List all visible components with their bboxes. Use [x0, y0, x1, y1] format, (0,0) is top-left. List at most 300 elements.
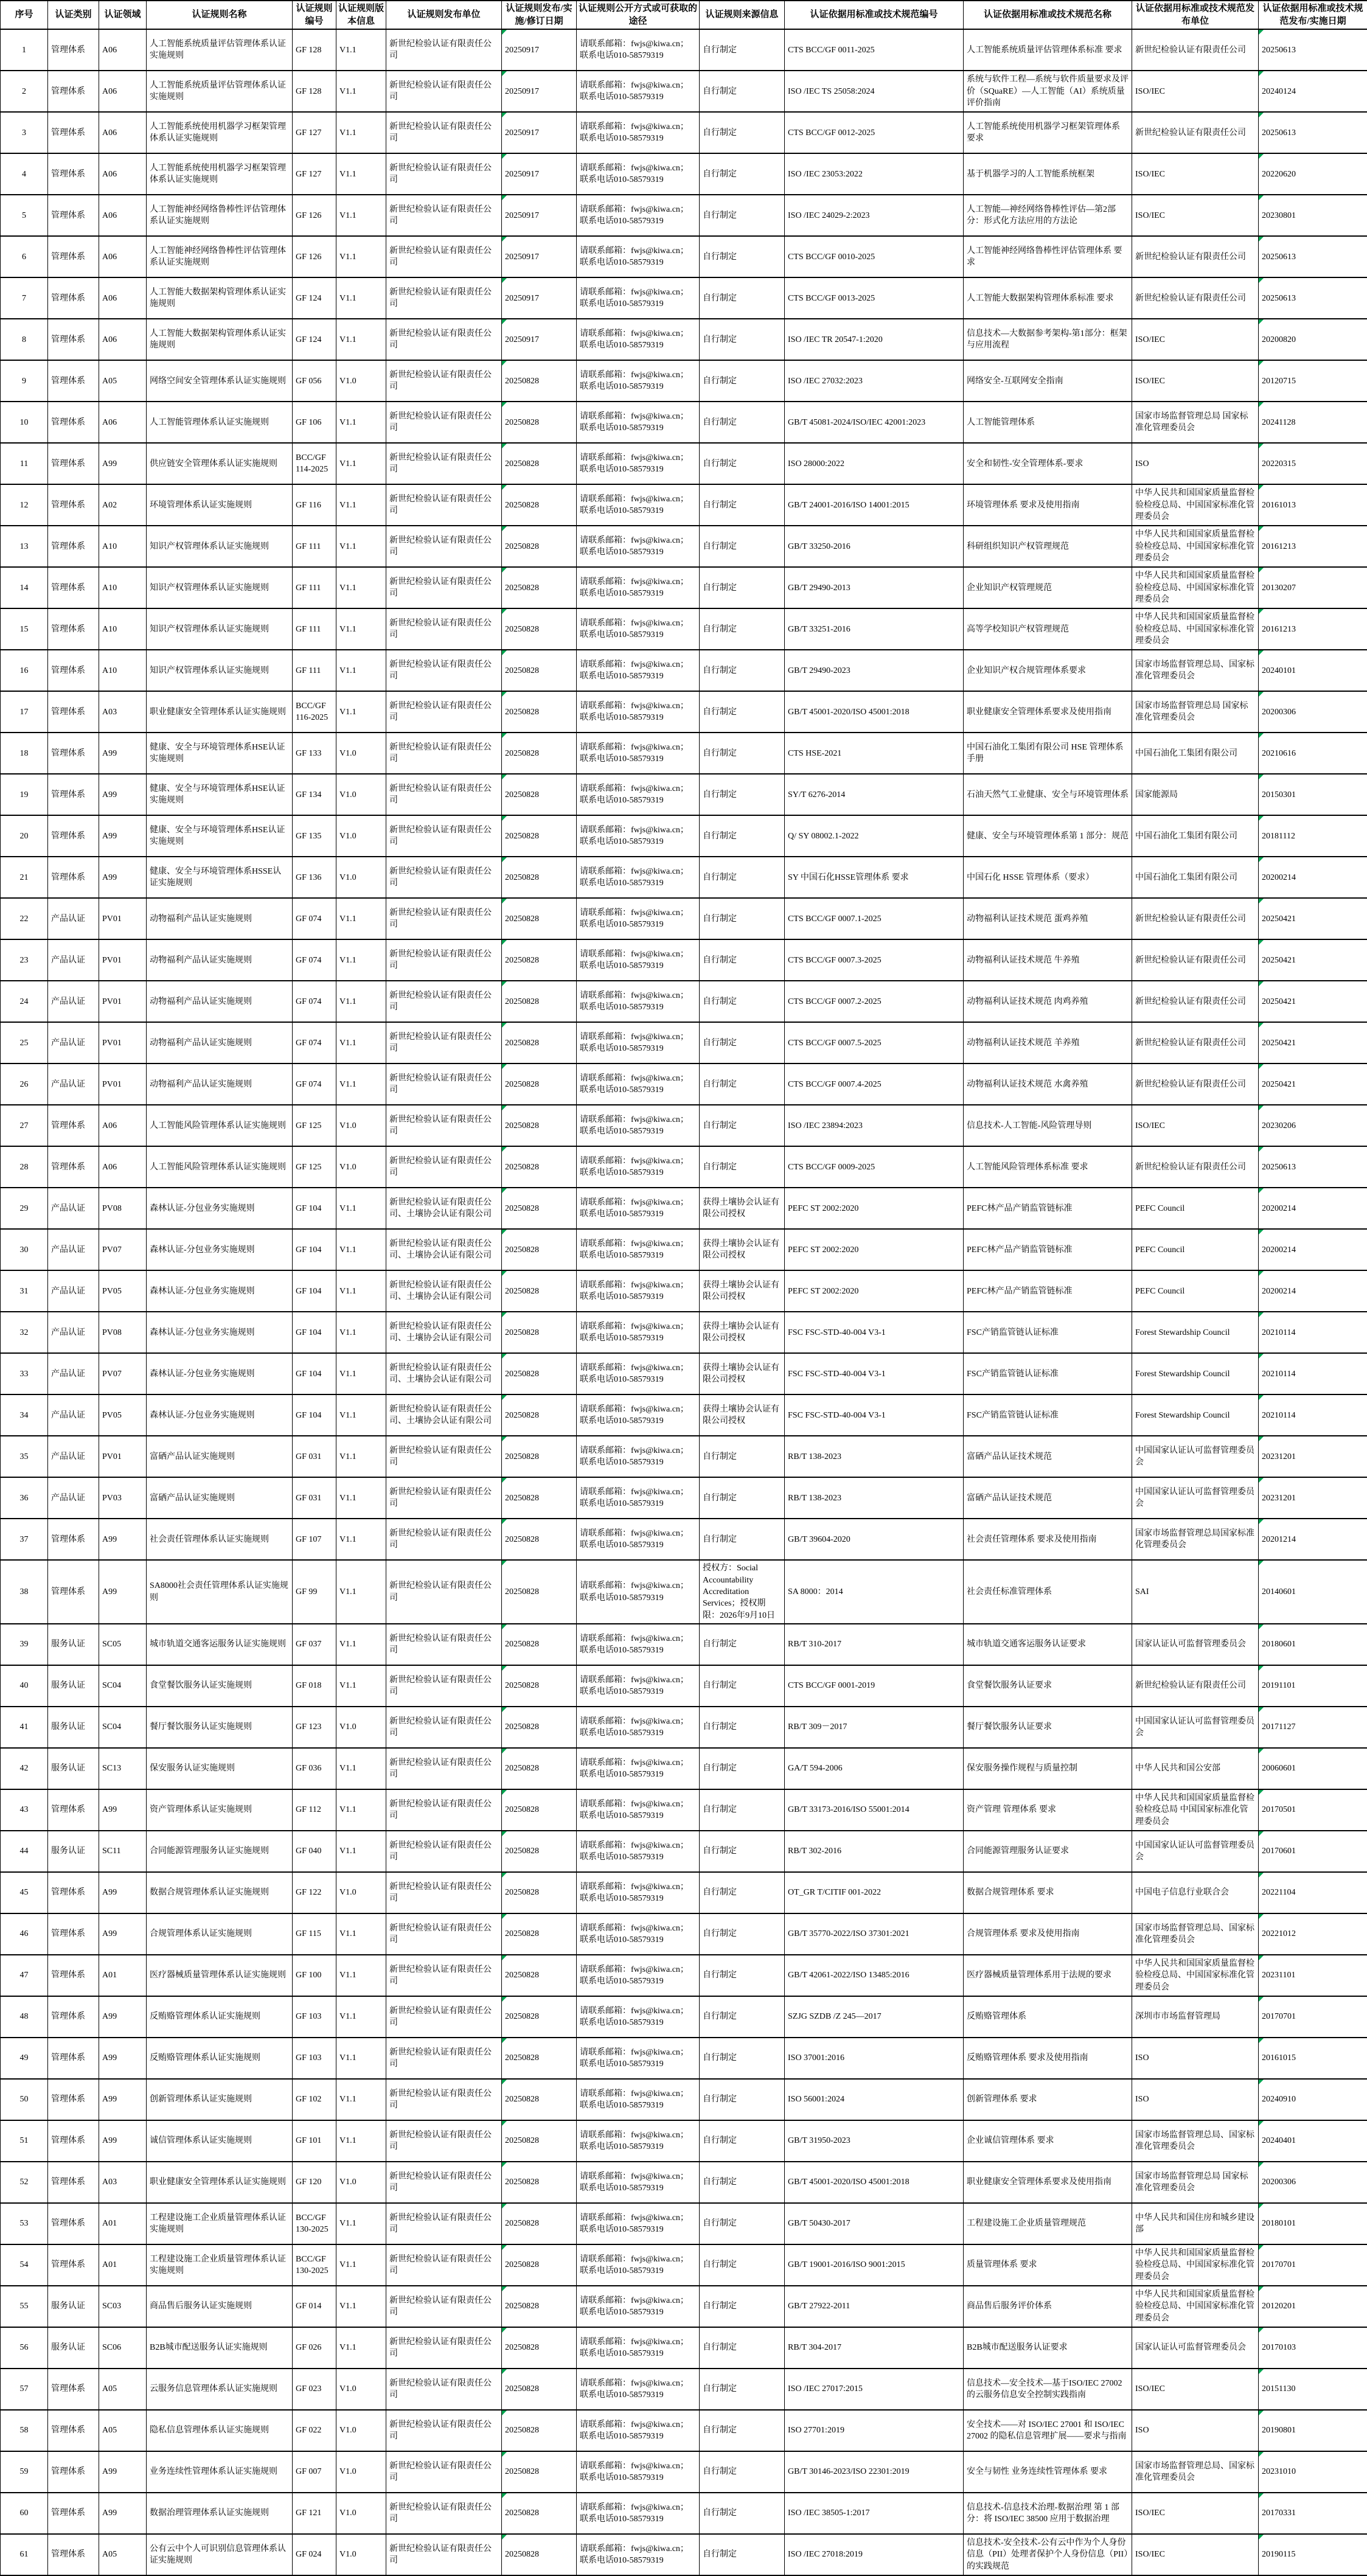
cell-source: [700, 1270, 785, 1312]
cell-std_name: [964, 1436, 1132, 1477]
cell-field: [99, 2203, 147, 2244]
error-flag-icon: [1259, 2038, 1264, 2043]
cell-text: 产品认证: [51, 914, 85, 924]
cell-text: GB/T 35770-2022/ISO 37301:2021: [788, 1929, 910, 1938]
cell-text: 20170331: [1262, 2508, 1296, 2518]
cell-text: V1.1: [339, 2302, 357, 2311]
cell-text: GF 133: [296, 749, 321, 758]
cell-text: 健康、安全与环境管理体系HSE认证实施规则: [150, 743, 285, 764]
cell-text: A99: [102, 459, 117, 468]
cell-field: [99, 1188, 147, 1229]
cell-text: V1.1: [339, 1929, 357, 1938]
cell-text: 20200214: [1262, 873, 1296, 882]
cell-no: [1, 526, 48, 567]
cell-text: 20230206: [1262, 1121, 1296, 1130]
cell-text: GF 125: [296, 1121, 321, 1130]
cell-text: 18: [20, 749, 29, 758]
cell-rule_date: [502, 1872, 577, 1913]
cell-text: 自行制定: [703, 790, 737, 799]
cell-version: [336, 1955, 386, 1996]
cell-category: [48, 29, 99, 71]
cell-text: 质量管理体系 要求: [967, 2260, 1037, 2269]
cell-text: 20180601: [1262, 1640, 1296, 1649]
cell-text: SA 8000：2014: [788, 1587, 843, 1596]
cell-field: [99, 526, 147, 567]
cell-std_name: [964, 1748, 1132, 1789]
error-flag-icon: [502, 1271, 507, 1276]
error-flag-icon: [502, 1914, 507, 1919]
cell-text: 合同能源管理服务认证实施规则: [150, 1847, 269, 1856]
cell-rule_issuer: [386, 1560, 502, 1624]
cell-rule_issuer: [386, 484, 502, 526]
cell-std_no: [785, 195, 964, 236]
cell-rule_issuer: [386, 1105, 502, 1146]
cell-std_no: [785, 2410, 964, 2451]
cell-access: [577, 1353, 700, 1394]
cell-std_issuer: [1132, 195, 1259, 236]
cell-version: [336, 153, 386, 195]
cell-text: 动物福利认证技术规范 羊养殖: [967, 1039, 1080, 1048]
cell-rule_date: [502, 2327, 577, 2369]
cell-text: 请联系邮箱：fwjs@kiwa.cn；联系电话010-58579319: [580, 991, 689, 1012]
cell-rule_no: [293, 195, 336, 236]
cell-std_date: [1259, 2410, 1367, 2451]
cell-text: V1.0: [339, 873, 357, 882]
cell-category: [48, 1436, 99, 1477]
error-flag-icon: [1259, 609, 1264, 614]
cell-text: 20250828: [505, 1681, 539, 1690]
cell-version: [336, 1665, 386, 1707]
cell-std_date: [1259, 1436, 1367, 1477]
cell-field: [99, 1748, 147, 1789]
cell-no: [1, 2410, 48, 2451]
table-row: [1, 29, 1367, 71]
cell-text: 管理体系: [51, 418, 85, 427]
cell-category: [48, 1707, 99, 1748]
cell-text: A99: [102, 2012, 117, 2021]
cell-text: GF 031: [296, 1494, 321, 1503]
cell-text: 20250917: [505, 170, 539, 179]
cell-text: 国家市场监督管理总局、国家标准化管理委员会: [1135, 2131, 1254, 2151]
cell-std_date: [1259, 360, 1367, 402]
cell-text: 自行制定: [703, 832, 737, 841]
cell-rule_issuer: [386, 1955, 502, 1996]
cell-text: 20250828: [505, 1971, 539, 1980]
cell-version: [336, 981, 386, 1022]
cell-text: 新世纪检验认证有限责任公司: [389, 1882, 492, 1903]
cell-rule_date: [502, 484, 577, 526]
cell-text: ISO: [1135, 2426, 1149, 2435]
cell-source: [700, 1872, 785, 1913]
cell-std_name: [964, 402, 1132, 443]
cell-source: [700, 857, 785, 898]
cell-rule_issuer: [386, 1913, 502, 1955]
cell-text: PV07: [102, 1245, 122, 1255]
cell-category: [48, 567, 99, 608]
cell-std_no: [785, 2534, 964, 2575]
cell-rule_name: [147, 29, 293, 71]
cell-text: 请联系邮箱：fwjs@kiwa.cn；联系电话010-58579319: [580, 1634, 689, 1655]
cell-text: 20250828: [505, 997, 539, 1006]
cell-rule_date: [502, 1519, 577, 1560]
cell-field: [99, 1560, 147, 1624]
col-header-access: 认证规则公开方式或可获取的途径: [577, 1, 700, 29]
cell-text: 新世纪检验认证有限责任公司: [1135, 128, 1246, 138]
error-flag-icon: [1259, 2286, 1264, 2291]
cell-std_issuer: [1132, 1955, 1259, 1996]
cell-text: GB/T 29490-2023: [788, 666, 850, 675]
cell-text: 管理体系: [51, 2384, 85, 2393]
cell-text: PEFC林产品产销监管链标准: [967, 1287, 1072, 1296]
cell-rule_no: [293, 71, 336, 112]
cell-category: [48, 2120, 99, 2162]
cell-text: V1.1: [339, 170, 357, 179]
cell-rule_issuer: [386, 1436, 502, 1477]
cell-rule_issuer: [386, 857, 502, 898]
cell-text: ISO /IEC 38505-1:2017: [788, 2508, 870, 2518]
cell-text: PV01: [102, 914, 122, 924]
cell-text: 27: [20, 1121, 29, 1130]
cell-text: 反贿赂管理体系认证实施规则: [150, 2053, 260, 2063]
cell-text: 国家认证认可监督管理委员会: [1135, 1640, 1246, 1649]
cell-text: FSC产销监管链认证标准: [967, 1328, 1059, 1337]
cell-category: [48, 650, 99, 691]
error-flag-icon: [502, 30, 507, 35]
cell-text: 深圳市市场监督管理局: [1135, 2012, 1220, 2021]
cell-source: [700, 650, 785, 691]
cell-rule_no: [293, 1229, 336, 1270]
cell-no: [1, 443, 48, 484]
cell-text: 保安服务操作规程与质量控制: [967, 1764, 1077, 1773]
cell-text: ISO: [1135, 2095, 1149, 2104]
cell-source: [700, 1312, 785, 1353]
cell-text: 管理体系: [51, 2508, 85, 2518]
cell-no: [1, 1665, 48, 1707]
cell-category: [48, 2493, 99, 2534]
cell-text: V1.0: [339, 790, 357, 799]
col-header-field: 认证领域: [99, 1, 147, 29]
cell-rule_issuer: [386, 691, 502, 733]
cell-std_issuer: [1132, 1063, 1259, 1105]
error-flag-icon: [502, 733, 507, 738]
cell-text: 新世纪检验认证有限责任公司: [389, 164, 492, 184]
cell-std_no: [785, 691, 964, 733]
cell-text: GF 115: [296, 1929, 321, 1938]
cell-std_name: [964, 153, 1132, 195]
cell-access: [577, 236, 700, 277]
cell-text: V1.0: [339, 2177, 357, 2187]
cell-text: ISO 37001:2016: [788, 2053, 844, 2063]
cell-rule_issuer: [386, 1270, 502, 1312]
cell-rule_name: [147, 1560, 293, 1624]
cell-text: 20150301: [1262, 790, 1296, 799]
cell-access: [577, 1270, 700, 1312]
cell-access: [577, 402, 700, 443]
error-flag-icon: [1259, 1064, 1264, 1069]
cell-std_issuer: [1132, 567, 1259, 608]
cell-text: 新世纪检验认证有限责任公司: [1135, 1080, 1246, 1089]
cell-version: [336, 1063, 386, 1105]
cell-source: [700, 1229, 785, 1270]
cell-text: GF 074: [296, 997, 321, 1006]
cell-text: ISO/IEC: [1135, 1121, 1165, 1130]
cell-source: [700, 236, 785, 277]
cell-rule_issuer: [386, 153, 502, 195]
cell-text: Q/ SY 08002.1-2022: [788, 832, 859, 841]
cell-rule_name: [147, 1519, 293, 1560]
cell-text: 12: [20, 501, 29, 510]
cell-std_issuer: [1132, 981, 1259, 1022]
cell-text: V1.1: [339, 1494, 357, 1503]
cell-access: [577, 1312, 700, 1353]
cell-text: V1.1: [339, 1764, 357, 1773]
cell-text: PV01: [102, 1039, 122, 1048]
cell-no: [1, 1624, 48, 1665]
cell-text: 请联系邮箱：fwjs@kiwa.cn；联系电话010-58579319: [580, 1882, 689, 1903]
cell-std_issuer: [1132, 1996, 1259, 2038]
cell-access: [577, 1519, 700, 1560]
cell-std_issuer: [1132, 1477, 1259, 1519]
cell-text: ISO/IEC: [1135, 2550, 1165, 2559]
error-flag-icon: [502, 319, 507, 324]
cell-no: [1, 939, 48, 981]
cell-text: 新世纪检验认证有限责任公司: [389, 205, 492, 226]
cell-std_name: [964, 2079, 1132, 2120]
cell-source: [700, 2079, 785, 2120]
cell-rule_no: [293, 2203, 336, 2244]
cell-std_issuer: [1132, 236, 1259, 277]
cell-no: [1, 153, 48, 195]
cell-std_no: [785, 1748, 964, 1789]
cell-text: PEFC ST 2002:2020: [788, 1204, 858, 1213]
cell-text: GF 100: [296, 1971, 321, 1980]
cell-text: 森林认证-分包业务实施规则: [150, 1411, 255, 1420]
cell-rule_date: [502, 195, 577, 236]
cell-text: 33: [20, 1370, 29, 1379]
cell-field: [99, 1996, 147, 2038]
cell-text: A01: [102, 2219, 117, 2228]
cell-text: 自行制定: [703, 128, 737, 138]
cell-text: 创新管理体系 要求: [967, 2095, 1037, 2104]
cell-rule_issuer: [386, 29, 502, 71]
cell-std_issuer: [1132, 277, 1259, 319]
cell-text: 请联系邮箱：fwjs@kiwa.cn；联系电话010-58579319: [580, 2503, 689, 2524]
cell-std_date: [1259, 815, 1367, 857]
cell-rule_date: [502, 2369, 577, 2410]
cell-text: 职业健康安全管理体系要求及使用指南: [967, 2177, 1111, 2187]
cell-access: [577, 71, 700, 112]
cell-rule_name: [147, 319, 293, 360]
cell-text: 服务认证: [51, 1764, 85, 1773]
cell-rule_date: [502, 2534, 577, 2575]
cell-std_name: [964, 71, 1132, 112]
cell-text: 人工智能大数据架构管理体系标准 要求: [967, 294, 1114, 303]
cell-access: [577, 2162, 700, 2203]
cell-text: 自行制定: [703, 2053, 737, 2063]
cell-text: 管理体系: [51, 252, 85, 262]
cell-category: [48, 1394, 99, 1436]
cell-std_issuer: [1132, 112, 1259, 153]
cell-text: 自行制定: [703, 2426, 737, 2435]
cell-text: Forest Stewardship Council: [1135, 1328, 1230, 1337]
cell-rule_issuer: [386, 567, 502, 608]
cell-text: A06: [102, 418, 117, 427]
cell-source: [700, 484, 785, 526]
cell-text: ISO 28000:2022: [788, 459, 844, 468]
cell-text: 20250917: [505, 87, 539, 96]
cell-text: 请联系邮箱：fwjs@kiwa.cn；联系电话010-58579319: [580, 2255, 689, 2275]
cell-no: [1, 1913, 48, 1955]
table-row: [1, 650, 1367, 691]
cell-rule_no: [293, 2410, 336, 2451]
cell-text: 企业知识产权管理规范: [967, 583, 1052, 593]
cell-access: [577, 2451, 700, 2493]
cell-access: [577, 1624, 700, 1665]
cell-rule_name: [147, 1063, 293, 1105]
cell-rule_date: [502, 1789, 577, 1831]
cell-category: [48, 1665, 99, 1707]
cell-rule_no: [293, 1312, 336, 1353]
cell-category: [48, 1872, 99, 1913]
cell-text: 医疗器械质量管理体系用于法规的要求: [967, 1971, 1111, 1980]
cell-text: 新世纪检验认证有限责任公司: [389, 991, 492, 1012]
cell-rule_name: [147, 1624, 293, 1665]
cell-text: 20250917: [505, 335, 539, 344]
cell-field: [99, 981, 147, 1022]
table-row: [1, 1146, 1367, 1188]
cell-rule_date: [502, 319, 577, 360]
cell-version: [336, 2079, 386, 2120]
cell-std_issuer: [1132, 939, 1259, 981]
cell-access: [577, 939, 700, 981]
cell-text: V1.1: [339, 1587, 357, 1596]
cell-access: [577, 1913, 700, 1955]
cell-version: [336, 1789, 386, 1831]
col-header-rule_no: 认证规则编号: [293, 1, 336, 29]
cell-text: 人工智能管理体系认证实施规则: [150, 418, 269, 427]
cell-std_issuer: [1132, 608, 1259, 650]
cell-text: 15: [20, 625, 29, 634]
cell-rule_no: [293, 2120, 336, 2162]
cell-text: 请联系邮箱：fwjs@kiwa.cn；联系电话010-58579319: [580, 1800, 689, 1820]
cell-text: 商品售后服务评价体系: [967, 2302, 1052, 2311]
cell-text: 新世纪检验认证有限责任公司: [389, 2420, 492, 2441]
cell-text: 自行制定: [703, 211, 737, 220]
cell-rule_issuer: [386, 898, 502, 939]
cell-std_name: [964, 1063, 1132, 1105]
cell-text: GF 103: [296, 2053, 321, 2063]
cell-text: 中华人民共和国国家质量监督检验检疫总局、中国国家标准化管理委员会: [1135, 613, 1254, 646]
cell-text: RB/T 304-2017: [788, 2343, 841, 2352]
cell-text: 请联系邮箱：fwjs@kiwa.cn；联系电话010-58579319: [580, 660, 689, 681]
cell-text: 36: [20, 1494, 29, 1503]
cell-text: 20221012: [1262, 1929, 1296, 1938]
cell-text: 自行制定: [703, 1039, 737, 1048]
cell-no: [1, 733, 48, 774]
cell-text: PEFC ST 2002:2020: [788, 1287, 858, 1296]
cell-std_no: [785, 1063, 964, 1105]
cell-text: 41: [20, 1722, 29, 1732]
cell-text: 20250613: [1262, 1163, 1296, 1172]
cell-text: 管理体系: [51, 1805, 85, 1814]
cell-field: [99, 443, 147, 484]
cell-rule_name: [147, 1789, 293, 1831]
error-flag-icon: [1259, 2452, 1264, 2457]
error-flag-icon: [502, 2245, 507, 2250]
error-flag-icon: [502, 195, 507, 200]
cell-std_issuer: [1132, 815, 1259, 857]
cell-std_name: [964, 29, 1132, 71]
cell-text: 60: [20, 2508, 29, 2518]
cell-std_no: [785, 608, 964, 650]
error-flag-icon: [1259, 1914, 1264, 1919]
cell-text: 管理体系: [51, 211, 85, 220]
cell-no: [1, 1955, 48, 1996]
cell-text: 自行制定: [703, 501, 737, 510]
cell-text: GF 99: [296, 1587, 317, 1596]
cell-text: 20191101: [1262, 1681, 1295, 1690]
cell-text: 管理体系: [51, 2550, 85, 2559]
cell-std_issuer: [1132, 443, 1259, 484]
cell-access: [577, 2244, 700, 2286]
cell-field: [99, 1477, 147, 1519]
table-row: [1, 2327, 1367, 2369]
cell-text: 管理体系: [51, 1971, 85, 1980]
cell-no: [1, 2534, 48, 2575]
cell-source: [700, 1105, 785, 1146]
cell-text: 20250828: [505, 1805, 539, 1814]
cell-rule_issuer: [386, 1353, 502, 1394]
cell-std_issuer: [1132, 1312, 1259, 1353]
error-flag-icon: [502, 650, 507, 655]
cell-rule_issuer: [386, 1789, 502, 1831]
cell-text: GF 040: [296, 1847, 321, 1856]
cell-std_issuer: [1132, 733, 1259, 774]
cell-text: BCC/GF 116-2025: [296, 701, 328, 722]
cell-rule_no: [293, 857, 336, 898]
cell-field: [99, 1913, 147, 1955]
cell-text: 20250828: [505, 708, 539, 717]
cell-text: 请联系邮箱：fwjs@kiwa.cn；联系电话010-58579319: [580, 2131, 689, 2151]
cell-text: 34: [20, 1411, 29, 1420]
cell-version: [336, 2410, 386, 2451]
cell-rule_issuer: [386, 2079, 502, 2120]
cell-no: [1, 1477, 48, 1519]
cell-text: GF 124: [296, 294, 321, 303]
cell-text: 知识产权管理体系认证实施规则: [150, 583, 269, 593]
cell-text: PV01: [102, 1452, 122, 1461]
cell-std_no: [785, 1831, 964, 1872]
cell-field: [99, 2451, 147, 2493]
cell-rule_name: [147, 774, 293, 815]
error-flag-icon: [1259, 278, 1264, 283]
cell-text: 21: [20, 873, 29, 882]
cell-access: [577, 2534, 700, 2575]
cell-text: 50: [20, 2095, 29, 2104]
cell-std_issuer: [1132, 1146, 1259, 1188]
cell-text: 20151130: [1262, 2384, 1295, 2393]
cell-access: [577, 2410, 700, 2451]
col-header-std_date: 认证依据用标准或技术规范发布/实施日期: [1259, 1, 1367, 29]
cell-text: ISO /IEC 24029-2:2023: [788, 211, 870, 220]
cell-version: [336, 1146, 386, 1188]
cell-access: [577, 857, 700, 898]
error-flag-icon: [1259, 1147, 1264, 1152]
error-flag-icon: [502, 2204, 507, 2209]
cell-text: A06: [102, 46, 117, 55]
cell-text: 新世纪检验认证有限责任公司: [389, 453, 492, 474]
cell-access: [577, 526, 700, 567]
